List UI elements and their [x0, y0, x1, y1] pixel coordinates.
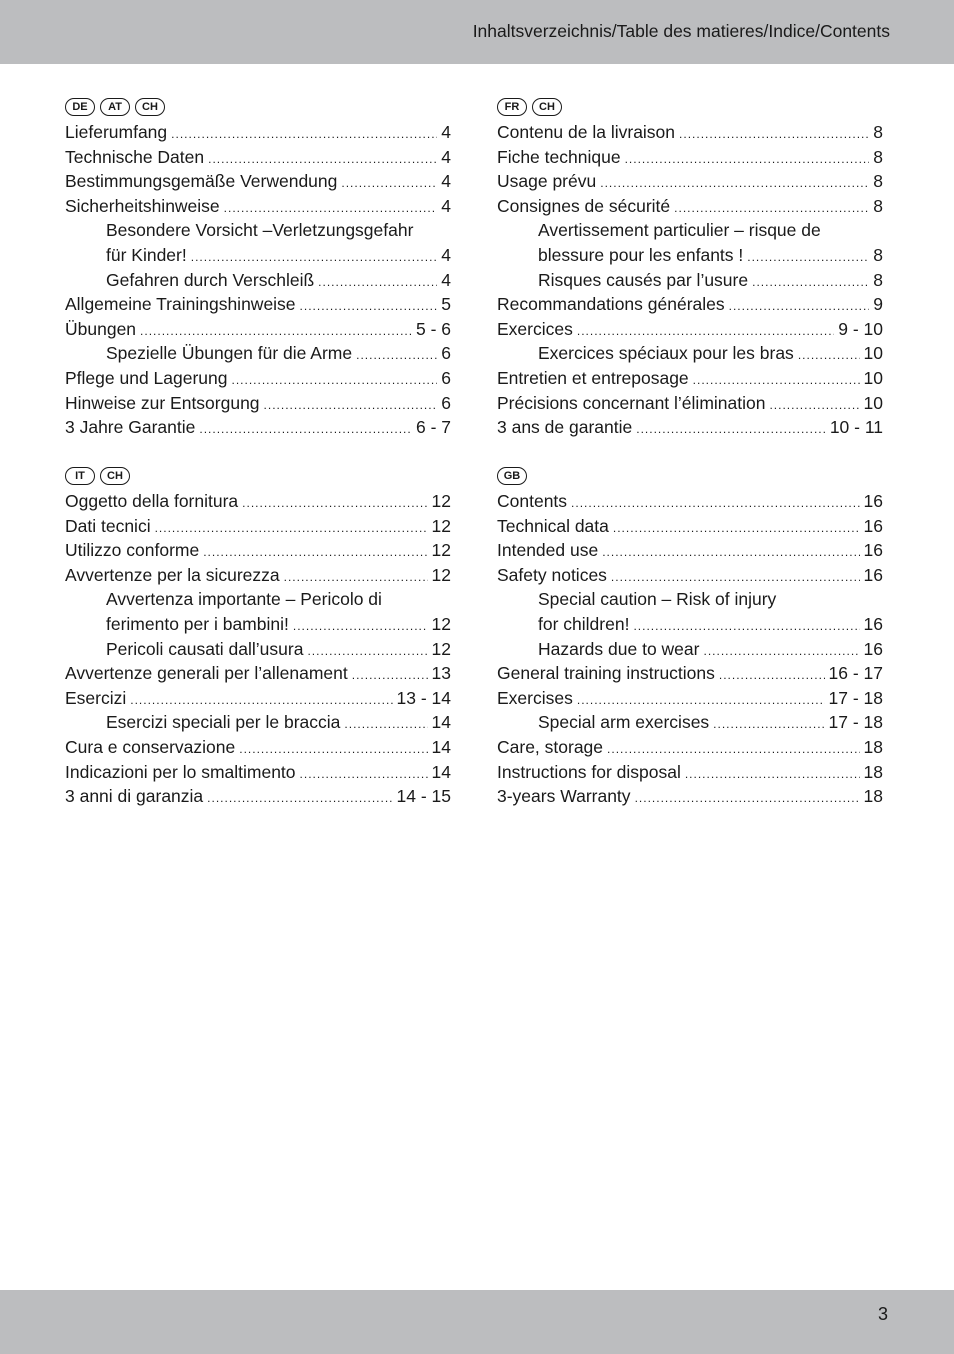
toc-subentry[interactable]: Avvertenza importante – Pericolo di	[106, 589, 382, 610]
language-badges	[497, 96, 883, 118]
toc-entry[interactable]: Contents ..... 16	[497, 491, 883, 516]
language-badge-ch: CH	[532, 98, 562, 116]
language-badge-it: IT	[65, 467, 95, 485]
toc-subentry[interactable]: Special arm exercises ..... 17 - 18	[497, 712, 883, 737]
toc-subentry[interactable]: Besondere Vorsicht –Verletzungsgefahr	[106, 220, 414, 241]
toc-entry[interactable]: Exercises ..... 17 - 18	[497, 688, 883, 713]
toc-entry[interactable]: Précisions concernant l’élimination ..... 10	[497, 393, 883, 418]
toc-subentry[interactable]: ferimento per i bambini! ..... 12	[65, 614, 451, 639]
toc-entry[interactable]: Care, storage ..... 18	[497, 737, 883, 762]
toc-entry[interactable]: Technical data ..... 16	[497, 516, 883, 541]
toc-subentry[interactable]: Risques causés par l’usure ..... 8	[497, 270, 883, 295]
language-badge-de: DE	[65, 98, 95, 116]
toc-entry[interactable]: Esercizi ..... 13 - 14	[65, 688, 451, 713]
language-badges	[65, 96, 451, 118]
footer-bar	[0, 1290, 954, 1354]
toc-section-fr	[497, 96, 883, 442]
toc-entry[interactable]: Intended use ..... 16	[497, 540, 883, 565]
toc-subentry[interactable]: Spezielle Übungen für die Arme ..... 6	[65, 343, 451, 368]
toc-subentry[interactable]: Esercizi speciali per le braccia ..... 14	[65, 712, 451, 737]
toc-entry[interactable]: Fiche technique ..... 8	[497, 147, 883, 172]
toc-subentry[interactable]: Exercices spéciaux pour les bras ..... 10	[497, 343, 883, 368]
toc-entry[interactable]: 3 ans de garantie ..... 10 - 11	[497, 417, 883, 442]
toc-entry[interactable]: Allgemeine Trainingshinweise ..... 5	[65, 294, 451, 319]
language-badges	[65, 465, 451, 487]
toc-entry[interactable]: Utilizzo conforme ..... 12	[65, 540, 451, 565]
toc-entry[interactable]: Recommandations générales ..... 9	[497, 294, 883, 319]
toc-entry[interactable]: Cura e conservazione ..... 14	[65, 737, 451, 762]
toc-entry[interactable]: Safety notices ..... 16	[497, 565, 883, 590]
language-badge-at: AT	[100, 98, 130, 116]
toc-entry[interactable]: Lieferumfang ..... 4	[65, 122, 451, 147]
toc-subentry[interactable]: Pericoli causati dall’usura ..... 12	[65, 639, 451, 664]
toc-entry[interactable]: Oggetto della fornitura ..... 12	[65, 491, 451, 516]
toc-entry[interactable]: Consignes de sécurité ..... 8	[497, 196, 883, 221]
toc-section-gb	[497, 465, 883, 811]
language-badges	[497, 465, 883, 487]
toc-entry[interactable]: 3-years Warranty ..... 18	[497, 786, 883, 811]
toc-entry[interactable]: Instructions for disposal ..... 18	[497, 762, 883, 787]
language-badge-ch: CH	[100, 467, 130, 485]
toc-entry[interactable]: Exercices ..... 9 - 10	[497, 319, 883, 344]
toc-entry[interactable]: Contenu de la livraison ..... 8	[497, 122, 883, 147]
toc-entry[interactable]: Avvertenze generali per l’allenament ..... 13	[65, 663, 451, 688]
language-badge-gb: GB	[497, 467, 527, 485]
toc-subentry[interactable]: für Kinder! ..... 4	[65, 245, 451, 270]
toc-entry[interactable]: General training instructions ..... 16 - 17	[497, 663, 883, 688]
toc-subentry[interactable]: Avertissement particulier – risque de	[538, 220, 821, 241]
toc-entry[interactable]: Hinweise zur Entsorgung ..... 6	[65, 393, 451, 418]
toc-entry[interactable]: Bestimmungsgemäße Verwendung ..... 4	[65, 171, 451, 196]
toc-entry[interactable]: Indicazioni per lo smaltimento ..... 14	[65, 762, 451, 787]
toc-entry[interactable]: Usage prévu ..... 8	[497, 171, 883, 196]
toc-entry[interactable]: 3 Jahre Garantie ..... 6 - 7	[65, 417, 451, 442]
toc-subentry[interactable]: for children! ..... 16	[497, 614, 883, 639]
toc-subentry[interactable]: Gefahren durch Verschleiß ..... 4	[65, 270, 451, 295]
toc-entry[interactable]: Übungen ..... 5 - 6	[65, 319, 451, 344]
header-bar	[0, 0, 954, 64]
toc-entry[interactable]: Pflege und Lagerung ..... 6	[65, 368, 451, 393]
toc-entry[interactable]: 3 anni di garanzia ..... 14 - 15	[65, 786, 451, 811]
toc-subentry[interactable]: Special caution – Risk of injury	[538, 589, 777, 610]
toc-entry[interactable]: Sicherheitshinweise ..... 4	[65, 196, 451, 221]
page-number: 3	[877, 1304, 888, 1324]
header-title: Inhaltsverzeichnis/Table des matieres/Indice/Contents	[472, 21, 890, 41]
toc-subentry[interactable]: Hazards due to wear ..... 16	[497, 639, 883, 664]
toc-section-it	[65, 465, 451, 811]
toc-entry[interactable]: Technische Daten ..... 4	[65, 147, 451, 172]
toc-entry[interactable]: Entretien et entreposage ..... 10	[497, 368, 883, 393]
toc-entry[interactable]: Dati tecnici ..... 12	[65, 516, 451, 541]
language-badge-ch: CH	[135, 98, 165, 116]
toc-subentry[interactable]: blessure pour les enfants ! ..... 8	[497, 245, 883, 270]
toc-section-de	[65, 96, 451, 442]
toc-entry[interactable]: Avvertenze per la sicurezza ..... 12	[65, 565, 451, 590]
language-badge-fr: FR	[497, 98, 527, 116]
